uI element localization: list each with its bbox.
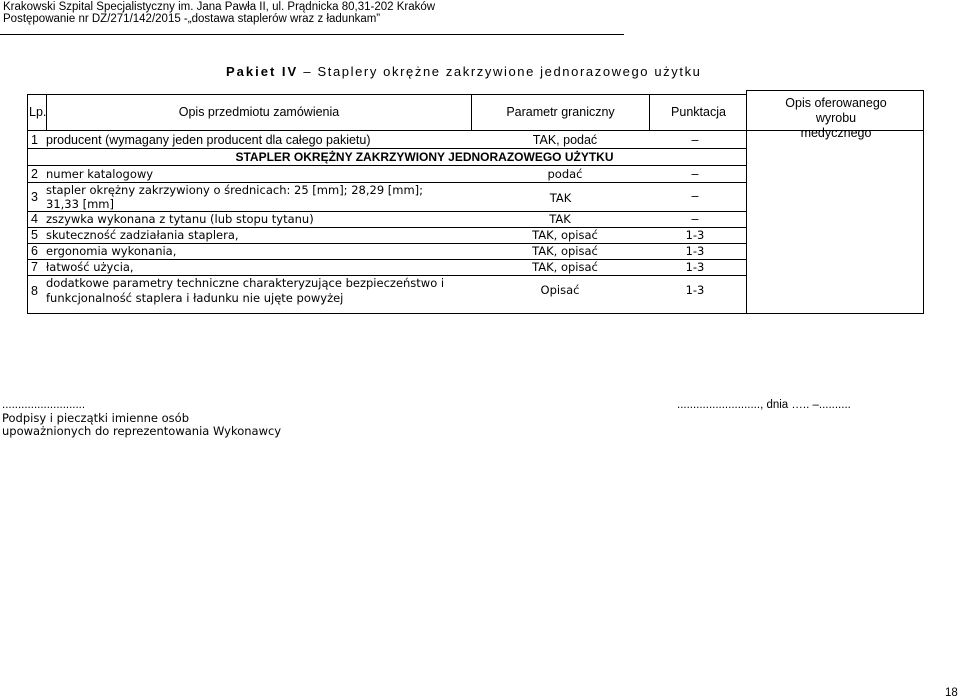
row-5-score: 1-3 (685, 228, 705, 242)
signature-label-line2: upoważnionych do reprezentowania Wykonawcy (2, 424, 282, 438)
row-7-lp: 7 (31, 260, 38, 274)
section-title (27, 150, 747, 164)
col-desc-header: Opis przedmiotu zamówienia (178, 105, 340, 119)
row-3-desc-line2: 31,33 [mm] (46, 197, 114, 211)
row-8-lp: 8 (31, 284, 38, 298)
signature-label-line1: Podpisy i pieczątki imienne osób (2, 411, 189, 425)
package-title-rest: – Staplery okrężne zakrzywione jednorazowego użytku (298, 64, 702, 79)
row-2-score: – (691, 167, 699, 181)
row-1-desc: producent (wymagany jeden producent dla całego pakietu) (46, 133, 371, 147)
row-7-desc: łatwość użycia, (46, 260, 134, 274)
row-6-lp: 6 (31, 244, 38, 258)
row-3-param: TAK (549, 191, 572, 205)
hospital-header: Krakowski Szpital Specjalistyczny im. Jana Pawła II, ul. Prądnicka 80,31-202 Kraków (3, 1, 436, 13)
row-8-desc-line1: dodatkowe parametry techniczne charakteryzujące bezpieczeństwo i (46, 276, 445, 290)
header-rule (0, 34, 624, 35)
row-8-desc-line2: funkcjonalność staplera i ładunku nie ujęte powyżej (46, 291, 344, 305)
row-6-desc: ergonomia wykonania, (46, 244, 177, 258)
row-2-param: podać (547, 167, 583, 181)
row-7-score: 1-3 (685, 260, 705, 274)
section-title-text: STAPLER OKRĘŻNY ZAKRZYWIONY JEDNORAZOWEGO UŻYTKU (235, 150, 614, 164)
row-1-lp: 1 (31, 133, 38, 147)
package-title-bold: Pakiet IV (226, 64, 299, 79)
row-8-param: Opisać (540, 283, 580, 297)
package-title (226, 64, 702, 79)
row-4-score: – (691, 212, 699, 226)
row-2-lp: 2 (31, 167, 38, 181)
row-3-lp: 3 (31, 190, 38, 204)
col-lp-header: Lp. (29, 105, 47, 119)
row-5-desc: skuteczność zadziałania staplera, (46, 228, 239, 242)
row-3-score: – (691, 189, 699, 203)
row-5-param: TAK, opisać (532, 228, 598, 242)
row-4-lp: 4 (31, 212, 38, 226)
row-6-param: TAK, opisać (532, 244, 598, 258)
row-4-param: TAK (549, 212, 571, 226)
date-line: .........................., dnia ….. –.......... (677, 399, 851, 411)
row-4-desc: zszywka wykonana z tytanu (lub stopu tytanu) (46, 212, 314, 226)
row-1-score: – (691, 133, 699, 147)
signature-dots: .......................... (2, 399, 86, 411)
row-6-score: 1-3 (685, 244, 705, 258)
row-5-lp: 5 (31, 228, 38, 242)
row-3-desc-line1: stapler okrężny zakrzywiony o średnicach: 25 [mm]; 28,29 [mm]; (46, 183, 424, 197)
page-number: 18 (945, 687, 958, 699)
row-8-score: 1-3 (685, 283, 705, 297)
col-param-header: Parametr graniczny (506, 105, 615, 119)
row-1-param: TAK, podać (532, 133, 598, 147)
col-offer-header: Opis oferowanego wyrobu medycznego (785, 96, 887, 140)
row-2-desc: numer katalogowy (46, 167, 154, 181)
procedure-header: Postępowanie nr DZ/271/142/2015 -„dostawa staplerów wraz z ładunkam” (3, 13, 381, 25)
col-score-header: Punktacja (671, 105, 726, 119)
row-7-param: TAK, opisać (532, 260, 598, 274)
